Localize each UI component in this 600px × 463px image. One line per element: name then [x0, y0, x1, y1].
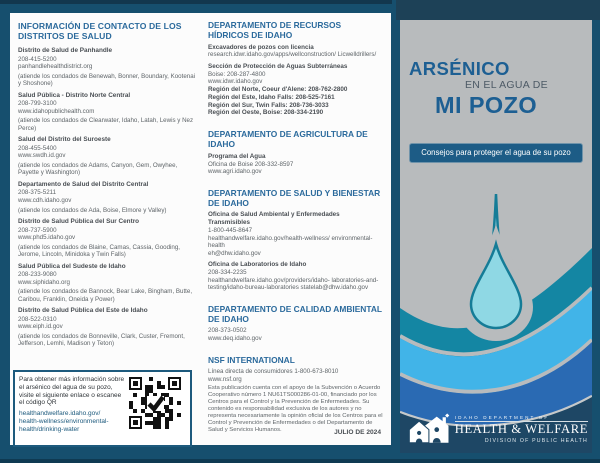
agency-section-list: [208, 21, 383, 434]
district-serves: (atiende los condados de Clearwater, Idaho, Latah, Lewis y Nez Perce): [18, 117, 194, 132]
district-entry: [18, 47, 196, 88]
districts-title: INFORMACIÓN DE CONTACTO DE LOS DISTRITOS DE SALUD: [18, 21, 182, 41]
section-line: eh@dhw.idaho.gov: [208, 249, 261, 257]
cover-title-block: [409, 58, 585, 118]
district-serves: (atiende los condados de Bonneville, Clark, Custer, Fremont, Jefferson, Lemhi, Madison y Teton): [18, 332, 185, 348]
qr-center-checkmark-icon: [147, 396, 164, 411]
district-url: panhandlehealthdistrict.org: [18, 63, 93, 71]
agency-section: [208, 305, 383, 343]
health-districts-column: [10, 13, 200, 445]
section-line: Sección de Protección de Aguas Subterráneas: [208, 62, 348, 70]
district-phone: 208-375-5211: [18, 189, 57, 197]
district-url: www.siphidaho.org: [18, 278, 70, 286]
section-line: www.idwr.idaho.gov: [208, 78, 263, 86]
cover-panel: [392, 0, 600, 463]
cover-tagline: Consejos para proteger el agua de su pozo: [409, 143, 583, 163]
section-line: Esta publicación cuenta con el apoyo de la Subvención o Acuerdo Cooperativo número 1 NU61TS000286-01-00, financiado por los Centros para el Control y la Prevención de Enfermedades. Su contenido es responsabilidad exclusiva de los autores y no representa necesariamente la opinión oficial de los Centros para el Control y Prevención de Enfermedades o del Departamento de Salud y Servicios Humanos.: [208, 384, 383, 433]
section-line: Región del Oeste, Boise: 208-334-2190: [208, 109, 324, 117]
district-serves: (atiende los condados de Benewah, Bonner, Boundary, Kootenai y Shoshone): [18, 72, 196, 88]
district-phone: 208-522-0310: [18, 315, 57, 323]
district-list: [18, 47, 196, 348]
logo-main-text: HEALTH & WELFARE: [454, 422, 588, 436]
section-line: Región del Este, Idaho Falls: 208-525-7161: [208, 93, 335, 101]
district-url: www.eiph.id.gov: [18, 323, 63, 331]
cover-title-line3: MI POZO: [435, 92, 538, 118]
qr-info-text: Para obtener más información sobre el arsénico del agua de su pozo, visite el siguiente enlace o escanee el código QR: [19, 376, 125, 407]
district-name: Departamento de Salud del Distrito Central: [18, 180, 149, 188]
section-line: Programa del Agua: [208, 152, 266, 160]
section-line: research.idwr.idaho.gov/apps/wellconstruction/ Licwelldrillers/: [208, 51, 377, 59]
agency-section: [208, 130, 383, 176]
district-phone: 208-737-5900: [18, 226, 57, 234]
district-entry: [18, 136, 196, 177]
district-phone: 208-455-5400: [18, 144, 57, 152]
section-title: NSF INTERNATIONAL: [208, 354, 295, 365]
section-line: Oficina de Laboratorios de Idaho: [208, 261, 307, 269]
section-line: Región del Norte, Coeur d'Alene: 208-762-2800: [208, 85, 348, 93]
district-name: Salud Pública del Sudeste de Idaho: [18, 262, 126, 270]
district-url: www.idahopublichealth.com: [18, 107, 95, 115]
district-entry: [18, 92, 196, 133]
district-name: Distrito de Salud Pública del Sur Centro: [18, 217, 140, 225]
district-phone: 208-799-3100: [18, 100, 57, 108]
section-line: Boise: 208-287-4800: [208, 70, 266, 78]
district-name: Salud del Distrito del Suroeste: [18, 136, 111, 144]
district-url: www.swdh.id.gov: [18, 152, 66, 160]
section-line: www.nsf.org: [208, 376, 242, 384]
district-phone: 208-233-9080: [18, 271, 57, 279]
cover-title-line1: ARSÉNICO: [409, 58, 510, 79]
agency-section: [208, 356, 383, 434]
agencies-column: [200, 13, 391, 445]
agency-section: [208, 189, 383, 292]
section-line: 1-800-445-8647: [208, 226, 253, 234]
idaho-hw-logo: [408, 412, 588, 446]
district-serves: (atiende los condados de Blaine, Camas, Cassia, Gooding, Jerome, Lincoln, Minidoka y Twin Falls): [18, 243, 181, 259]
cover-gray-box: [400, 20, 592, 453]
section-line: healthandwelfare.idaho.gov/health-wellness/ environmental-health: [208, 234, 373, 250]
district-name: Distrito de Salud Pública del Este de Idaho: [18, 307, 148, 315]
section-line: www.deq.idaho.gov: [208, 335, 262, 343]
contact-panel: [10, 13, 391, 445]
section-line: Línea directa de consumidores 1-800-673-8010: [208, 368, 339, 376]
district-serves: (atiende los condados de Adams, Canyon, Gem, Owyhee, Payette y Washington): [18, 161, 178, 177]
publication-date: JULIO DE 2024: [334, 429, 381, 436]
cover-title-line2: EN EL AGUA DE: [465, 79, 548, 91]
district-entry: [18, 307, 196, 348]
district-serves: (atiende los condados de Ada, Boise, Elmore y Valley): [18, 206, 167, 214]
district-phone: 208-415-5200: [18, 55, 57, 63]
section-line: healthandwelfare.idaho.gov/providers/idaho- laboratories-and-testing/idaho-bureau-laboratories statelab@dhw.idaho.gov: [208, 276, 379, 292]
section-line: 208-334-2235: [208, 269, 247, 277]
houses-icon: [408, 412, 450, 446]
agency-section: [208, 21, 383, 117]
district-entry: [18, 181, 196, 214]
district-entry: [18, 218, 196, 259]
district-serves: (atiende los condados de Bannock, Bear Lake, Bingham, Butte, Caribou, Franklin, Oneida y Power): [18, 288, 193, 303]
district-entry: [18, 263, 196, 304]
qr-info-box: [13, 370, 192, 447]
section-line: Excavadores de pozos con licencia: [208, 43, 314, 51]
section-title: DEPARTAMENTO DE AGRICULTURA DE IDAHO: [208, 129, 368, 149]
qr-code: [129, 377, 181, 429]
section-line: 208-373-0502: [208, 327, 247, 335]
section-line: Oficina de Salud Ambiental y Enfermedades Transmisibles: [208, 211, 340, 227]
district-url: www.phd5.idaho.gov: [18, 234, 76, 242]
section-line: Región del Sur, Twin Falls: 208-736-3033: [208, 101, 329, 109]
water-drop-icon: [471, 244, 521, 328]
section-title: DEPARTAMENTO DE CALIDAD AMBIENTAL DE IDAHO: [208, 303, 382, 324]
section-title: DEPARTAMENTO DE RECURSOS HÍDRICOS DE IDAHO: [208, 20, 342, 40]
logo-top-text: IDAHO DEPARTMENT OF: [455, 415, 588, 422]
qr-info-link: healthandwelfare.idaho.gov/ health-wellness/environmental- health/drinking-water: [19, 410, 109, 433]
logo-sub-text: DIVISION OF PUBLIC HEALTH: [484, 437, 588, 444]
district-name: Salud Pública - Distrito Norte Central: [18, 91, 131, 99]
district-name: Distrito de Salud de Panhandle: [18, 47, 113, 54]
cover-top-band: [396, 0, 600, 20]
section-title: DEPARTAMENTO DE SALUD Y BIENESTAR DE IDAHO: [208, 187, 381, 208]
section-line: www.agri.idaho.gov: [208, 168, 262, 176]
section-line: Oficina de Boise 208-332-8597: [208, 160, 294, 168]
district-url: www.cdh.idaho.gov: [18, 196, 72, 204]
